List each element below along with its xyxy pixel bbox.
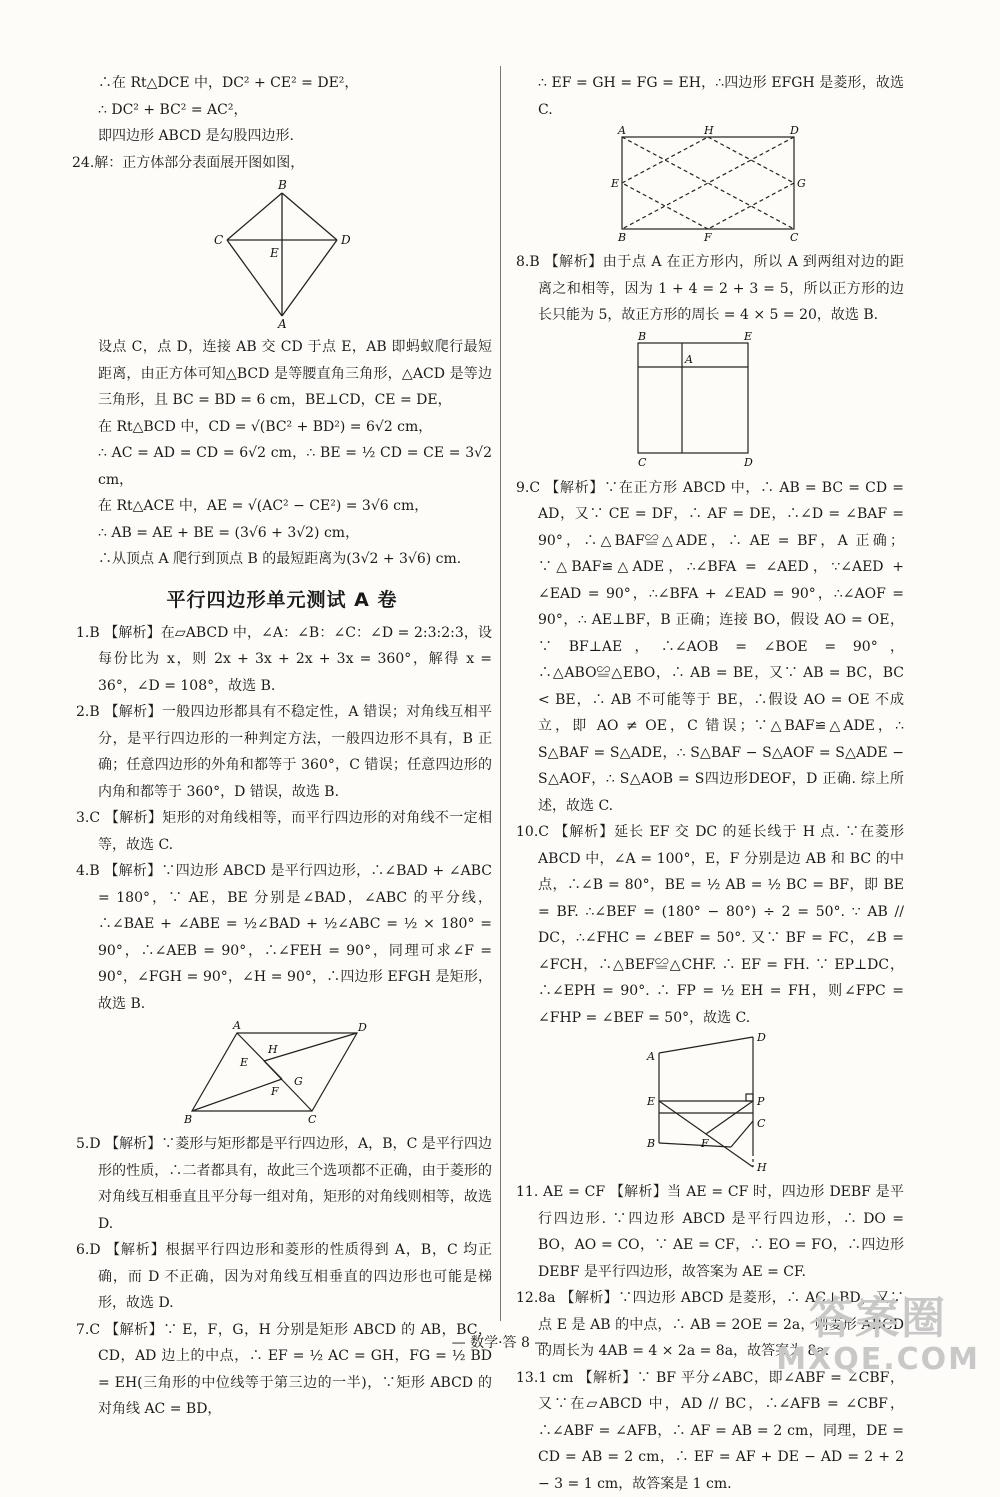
fig2-label-B: B	[183, 1113, 192, 1125]
fig5-label-P: P	[756, 1095, 765, 1108]
answer-5: 5.D 【解析】∵菱形与矩形都是平行四边形，A，B，C 是平行四边形的性质，∴二者都具有，故此三个选项都不正确，由于菱形的对角线互相垂直且平分每一组对角，矩形的对角线则相等，故选 D.	[72, 1131, 492, 1237]
fig3-label-E: E	[610, 177, 619, 190]
fig3-label-G: G	[797, 177, 806, 190]
answer-6: 6.D 【解析】根据平行四边形和菱形的性质得到 A，B，C 均正确，而 D 不正确，因为对角线互相垂直的四边形也可能是梯形，故选 D.	[72, 1237, 492, 1317]
fig1-label-C: C	[214, 233, 223, 247]
fig1-label-E: E	[269, 246, 279, 260]
figure-square-point-a	[608, 331, 808, 469]
fig2-label-C: C	[308, 1113, 317, 1125]
answer-2: 2.B 【解析】一般四边形都具有不稳定性，A 错误；对角线互相平分，是平行四边形的一种判定方法，一般四边形不具有，B 正确；任意四边形的外角和都等于 360°，C 错误；任意四边形的内角和都等于 360°，D 错误，故选 B.	[72, 699, 492, 805]
fig5-label-E: E	[646, 1095, 655, 1108]
fig4-label-E: E	[743, 331, 752, 343]
answer-8: 8.B 【解析】由于点 A 在正方形内，所以 A 到两组对边的距离之和相等，因为 1 + 4 = 2 + 3 = 5，所以正方形的边长只能为 5，故正方形的周长 = 4 × 5 = 20，故选 B.	[512, 249, 904, 329]
fig2-label-G: G	[294, 1075, 303, 1088]
fig5-label-C: C	[757, 1117, 766, 1130]
fig2-label-H: H	[267, 1043, 278, 1056]
fig1-label-B: B	[277, 178, 287, 192]
fig3-label-B: B	[617, 231, 626, 243]
section-title: 平行四边形单元测试 A 卷	[72, 585, 492, 612]
fig3-label-A: A	[617, 125, 626, 137]
fig5-label-F: F	[700, 1137, 709, 1150]
figure-parallelogram-efgh	[182, 1019, 382, 1125]
answer-12: 12.8a 【解析】∵四边形 ABCD 是菱形，∴ AC⊥BD，又∵点 E 是 AB 的中点，∴ AB = 2OE = 2a，则菱形 ABCD 的周长为 4AB = 4 × 2a = 8a，故答案为 8a.	[512, 1285, 904, 1365]
fig5-label-A: A	[646, 1050, 655, 1063]
watermark-line-2: MXQE.COM	[776, 1343, 980, 1377]
left-line-3: 即四边形 ABCD 是勾股四边形.	[72, 123, 492, 150]
figure-rhombus-efp	[633, 1033, 783, 1173]
q24-intro: 24.解：正方体部分表面展开图如图，	[72, 150, 492, 177]
fig1-label-D: D	[340, 233, 351, 247]
left-column	[72, 70, 492, 1423]
fig3-label-C: C	[790, 231, 799, 243]
fig1-label-A: A	[277, 317, 287, 328]
column-divider	[500, 66, 501, 1321]
fig3-label-F: F	[703, 231, 712, 243]
answer-9: 9.C 【解析】∵在正方形 ABCD 中，∴ AB = BC = CD = AD，又∵ CE = DF，∴ AF = DE，∴∠D = ∠BAF = 90°，∴△BAF≌△ADE，∴ AE = BF，A 正确；∵△BAF≌△ADE，∴∠BFA = ∠AED，∵∠AED + ∠EAD = 90°，∴∠BFA + ∠EAD = 90°，∴∠AOF = 90°，∴ AE⊥BF，B 正确；连接 BO，假设 AO = OE，∵ BF⊥AE，∴∠AOB = ∠BOE = 90°，∴△ABO≌△EBO，∴ AB = BE，又∵ AB = BC，BC < BE，∴ AB 不可能等于 BE，∴假设 AO = OE 不成立，即 AO ≠ OE，C 错误；∵△BAF≌△ADE，∴ S△BAF = S△ADE，∴ S△BAF − S△AOF = S△ADE − S△AOF，∴ S△AOB = S四边形DEOF，D 正确. 综上所述，故选 C.	[512, 475, 904, 820]
fig5-label-D: D	[756, 1033, 766, 1044]
fig2-label-E: E	[239, 1056, 248, 1069]
watermark-logo	[776, 1295, 980, 1377]
answer-11: 11. AE = CF 【解析】当 AE = CF 时，四边形 DEBF 是平行四边形. ∵四边形 ABCD 是平行四边形，∴ DO = BO，AO = CO，∵ AE = CF，∴ EO = FO，∴四边形 DEBF 是平行四边形，故答案为 AE = CF.	[512, 1179, 904, 1285]
answer-13: 13.1 cm 【解析】∵ BF 平分∠ABC，即∠ABF = ∠CBF，又∵在▱ABCD 中，AD // BC，∴∠AFB = ∠CBF，∴∠ABF = ∠AFB，∴ AF = AB = 2 cm，同理，DE = CD = AB = 2 cm，∴ EF = AF + DE − AD = 2 + 2 − 3 = 1 cm，故答案是 1 cm.	[512, 1365, 904, 1497]
answer-10: 10.C 【解析】延长 EF 交 DC 的延长线于 H 点. ∵在菱形 ABCD 中，∠A = 100°，E，F 分别是边 AB 和 BC 的中点，∴∠B = 80°，BE = ½ AB = ½ BC = BF，即 BE = BF. ∴∠BEF = (180° − 80°) ÷ 2 = 50°. ∵ AB // DC，∴∠FHC = ∠BEF = 50°. 又∵ BF = FC，∠B = ∠FCH，∴△BEF≌△CHF. ∴ EF = FH. ∵ EP⊥DC，∴∠EPH = 90°. ∴ FP = ½ EH = FH，则∠FPC = ∠FHP = ∠BEF = 50°，故选 C.	[512, 819, 904, 1031]
page-footer: — 数学·答 8 —	[0, 1332, 1000, 1352]
fig4-label-D: D	[743, 456, 753, 469]
answer-4: 4.B 【解析】∵四边形 ABCD 是平行四边形，∴∠BAD + ∠ABC = 180°，∵ AE，BE 分别是∠BAD，∠ABC 的平分线，∴∠BAE + ∠ABE = ½∠BAD + ½∠ABC = ½ × 180° = 90°，∴∠AEB = 90°，∴∠FEH = 90°，同理可求∠F = 90°，∠FGH = 90°，∠H = 90°，∴四边形 EFGH 是矩形，故选 B.	[72, 858, 492, 1017]
watermark-line-1: 答案圈	[776, 1295, 980, 1343]
fig2-label-F: F	[270, 1085, 279, 1098]
fig4-label-C: C	[638, 456, 647, 469]
answer-7-continued: ∴ EF = GH = FG = EH，∴四边形 EFGH 是菱形，故选 C.	[512, 70, 904, 123]
fig4-label-B: B	[637, 331, 646, 343]
q24-conclusion: ∴从顶点 A 爬行到顶点 B 的最短距离为(3√2 + 3√6) cm.	[72, 546, 492, 573]
answer-7: 7.C 【解析】∵ E，F，G，H 分别是矩形 ABCD 的 AB，BC，CD，AD 边上的中点，∴ EF = ½ AC = GH，FG = ½ BD = EH(三角形的中位线等于第三边的一半)，∵矩形 ABCD 的对角线 AC = BD，	[72, 1317, 492, 1423]
fig3-label-H: H	[703, 125, 714, 137]
fig5-label-B: B	[646, 1137, 655, 1150]
left-line-2: ∴ DC² + BC² = AC²，	[72, 97, 492, 124]
q24-line-4: ∴ AB = AE + BE = (3√6 + 3√2) cm，	[72, 520, 492, 547]
fig4-label-A: A	[684, 353, 693, 366]
left-line-1: ∴在 Rt△DCE 中，DC² + CE² = DE²，	[72, 70, 492, 97]
right-column	[512, 70, 904, 1497]
q24-paragraph-1: 设点 C，点 D，连接 AB 交 CD 于点 E，AB 即蚂蚁爬行最短距离，由正方体可知△BCD 是等腰直角三角形，△ACD 是等边三角形，且 BC = BD = 6 cm，BE⊥CD，CE = DE，	[72, 334, 492, 414]
answer-1: 1.B 【解析】在▱ABCD 中，∠A：∠B：∠C：∠D = 2:3:2:3，设每份比为 x，则 2x + 3x + 2x + 3x = 360°，解得 x = 36°，∠D = 108°，故选 B.	[72, 620, 492, 700]
figure-kite-unfolding	[202, 178, 362, 328]
answer-3: 3.C 【解析】矩形的对角线相等，而平行四边形的对角线不一定相等，故选 C.	[72, 805, 492, 858]
q24-line-2: ∴ AC = AD = CD = 6√2 cm，∴ BE = ½ CD = CE = 3√2 cm，	[72, 440, 492, 493]
figure-rectangle-rhombus	[608, 125, 808, 243]
q24-line-3: 在 Rt△ACE 中，AE = √(AC² − CE²) = 3√6 cm，	[72, 493, 492, 520]
fig2-label-D: D	[357, 1021, 367, 1034]
fig3-label-D: D	[789, 125, 799, 137]
fig2-label-A: A	[232, 1019, 241, 1032]
fig5-label-H: H	[756, 1161, 767, 1173]
q24-line-1: 在 Rt△BCD 中，CD = √(BC² + BD²) = 6√2 cm，	[72, 414, 492, 441]
